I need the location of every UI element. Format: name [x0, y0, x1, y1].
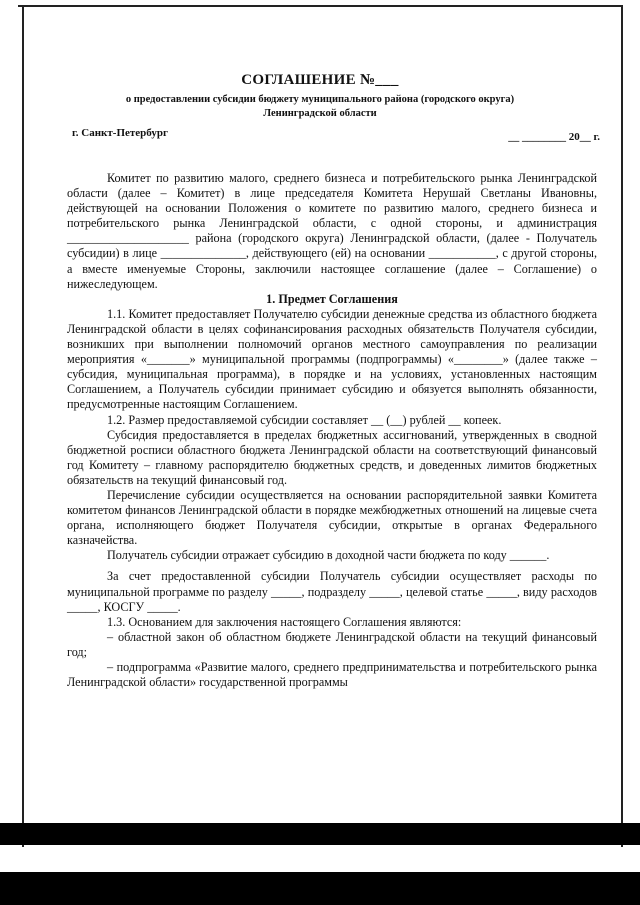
- page-border-top: [18, 5, 622, 7]
- page-border-left: [22, 5, 24, 847]
- list-item-subprogram: – подпрограмма «Развитие малого, среднего предпринимательства и потребительского рынка Ленинградской области» государственной программы: [67, 660, 597, 690]
- document-title: СОГЛАШЕНИЕ №___: [241, 72, 399, 88]
- paragraph-transfer: Перечисление субсидии осуществляется на основании распорядительной заявки Комитета комитетом финансов Ленинградской области в порядке межбюджетных отношений на лицевые счета органа, исполняющего бюджет Получателя субсидии, открытые в органах Федерального казначейства.: [67, 487, 597, 548]
- subtitle-line-1: о предоставлении субсидии бюджету муниципального района (городского округа): [125, 94, 515, 105]
- section-1-title: 1. Предмет Соглашения: [266, 291, 398, 306]
- paragraph-subsidy-limits: Субсидия предоставляется в пределах бюджетных ассигнований, утвержденных в сводной бюджетной росписи областного бюджета Ленинградской области на соответствующий финансовый год Комитету – главному распорядителю бюджетных средств, и доведенных лимитов бюджетных обязательств на текущий финансовый год.: [67, 427, 597, 487]
- city-label: г. Санкт-Петербург: [72, 127, 168, 139]
- intro-paragraph: Комитет по развитию малого, среднего бизнеса и потребительского рынка Ленинградской области (далее – Комитет) в лице председателя Комитета Нерушай Светланы Ивановны, действующей на основании Положения о комитете по развитию малого, среднего бизнеса и потребительского рынка Ленинградской области, с одной стороны, и администрация ____________________ района (городского округа) Ленинградской области, (далее - Получатель субсидии) в лице ______________, действующего (ей) на основании ___________, с другой стороны, а вместе именуемые Стороны, заключили настоящее соглашение (далее – Соглашение) о нижеследующем.: [67, 171, 597, 291]
- paragraph-expenses: За счет предоставленной субсидии Получатель субсидии осуществляет расходы по муниципальной программе по разделу _____, подразделу _____, целевой статье _____, виду расходов _____, КОСГУ _____.: [67, 569, 597, 614]
- list-item-regional-law: – областной закон об областном бюджете Ленинградской области на текущий финансовый год;: [67, 629, 597, 659]
- date-field: __ ________ 20__ г.: [508, 131, 600, 143]
- paragraph-1-1: 1.1. Комитет предоставляет Получателю субсидии денежные средства из областного бюджета Ленинградской области в целях софинансирования расходных обязательств Получателя субсидии, возникших при выполнении полномочий органов местного самоуправления по реализации мероприятия «_______» муниципальной программы (подпрограммы) «________» (далее также – субсидия, муниципальная программа), в порядке и на условиях, установленных настоящим Соглашением, а Получатель субсидии принимает субсидию и обязуется выполнять обязанности, предусмотренные настоящим Соглашением.: [67, 306, 597, 412]
- subtitle-line-2: Ленинградской области: [263, 108, 377, 119]
- paragraph-1-2: 1.2. Размер предоставляемой субсидии составляет __ (__) рублей __ копеек.: [107, 412, 502, 427]
- document-body: [67, 171, 597, 690]
- paragraph-1-3: 1.3. Основанием для заключения настоящего Соглашения являются:: [107, 614, 462, 629]
- scan-dark-band: [0, 823, 640, 845]
- scan-dark-band-bottom: [0, 872, 640, 905]
- document-subtitle: [60, 93, 580, 121]
- paragraph-revenue-code: Получатель субсидии отражает субсидию в доходной части бюджета по коду ______.: [107, 548, 550, 563]
- page-border-right: [621, 5, 623, 847]
